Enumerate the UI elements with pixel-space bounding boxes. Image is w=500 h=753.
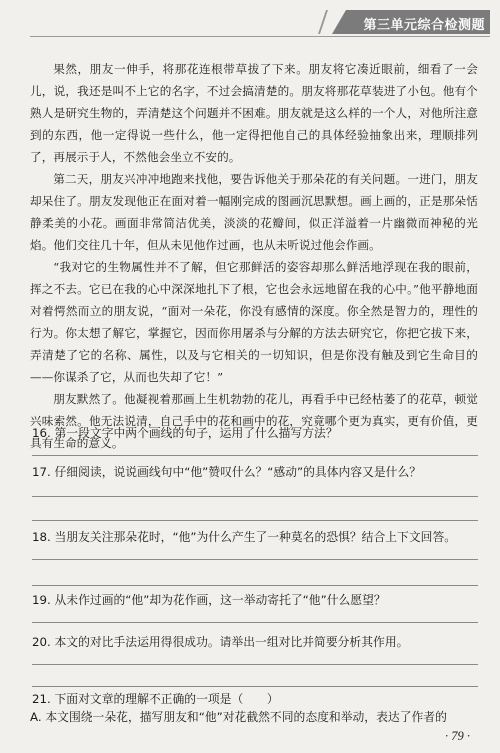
question-21 <box>30 689 478 709</box>
passage-paragraph-3: “我对它的生物属性并不了解，但它那鲜活的姿容却那么鲜活地浮现在我的眼前，挥之不去。它已在我的心中深深地扎下了根，它也会永远地留在我的心中。”他平静地面对着愕然而立的朋友说，“面对一朵花，你没有感情的深度。你全然是智力的，理性的行为。你太想了解它，掌握它，因而你用屠杀与分解的方法去研究它，你把它拔下来，弄清楚了它的名称、属性，以及与它相关的一切知识，但是你没有触及到它生命目的——你谋杀了它，从而也失却了它！” <box>30 260 478 384</box>
answer-line[interactable] <box>32 496 478 497</box>
question-16 <box>30 423 478 443</box>
answer-line[interactable] <box>32 622 478 623</box>
answer-line[interactable] <box>32 664 478 665</box>
question-20 <box>30 632 478 652</box>
answer-line[interactable] <box>32 686 478 687</box>
question-text: 20. 本文的对比手法运用得很成功。请举出一组对比并简要分析其作用。 <box>32 635 409 649</box>
question-text: 18. 当朋友关注那朵花时，“他”为什么产生了一种莫名的恐惧？结合上下文回答。 <box>32 530 457 544</box>
unit-title: 第三单元综合检测题 <box>363 18 485 33</box>
question-text: 21. 下面对文章的理解不正确的一项是（ ） <box>32 692 279 706</box>
question-19 <box>30 590 478 610</box>
passage-paragraph-1: 果然，朋友一伸手，将那花连根带草拔了下来。朋友将它凑近眼前，细看了一会儿，说，我还是叫不上它的名字，不过会搞清楚的。朋友将那花草装进了小包。他有个熟人是研究生物的，弄清楚这个问题并不困难。朋友就是这么样的一个人，对他所注意到的东西，他一定得说一些什么，他一定得把他自己的具体经验抽象出来，理顺排列了，再展示于人，不然他会坐立不安的。 <box>30 62 478 164</box>
answer-line[interactable] <box>32 520 478 521</box>
question-18 <box>30 527 478 547</box>
passage-paragraph-2: 第二天，朋友兴冲冲地跑来找他，要告诉他关于那朵花的有关问题。一进门，朋友却呆住了。朋友发现他正在面对着一幅刚完成的图画沉思默想。画上画的，正是那朵恬静柔美的小花。画面非常简洁优美，淡淡的花瓣间，似正洋溢着一片幽微而神秘的光焰。他们交往几十年，但从未见他作过画，也从未听说过他会作画。 <box>30 172 478 252</box>
reading-passage <box>30 58 478 454</box>
question-text: 16. 第一段文字中两个画线的句子，运用了什么描写方法？ <box>32 426 338 440</box>
page-header <box>0 0 500 40</box>
header-decoration <box>318 10 328 34</box>
question-text: 19. 从未作过画的“他”却为花作画，这一举动寄托了“他”什么愿望？ <box>32 593 386 607</box>
question-text: 17. 仔细阅读，说说画线句中“他”赞叹什么？“感动”的具体内容又是什么？ <box>32 465 422 479</box>
question-17 <box>30 462 478 482</box>
option-a[interactable]: A. 本文围绕一朵花，描写朋友和“他”对花截然不同的态度和举动，表达了作者的 <box>30 710 447 724</box>
header-divider <box>30 36 490 37</box>
answer-line[interactable] <box>32 559 478 560</box>
answer-line[interactable] <box>32 455 478 456</box>
answer-line[interactable] <box>32 585 478 586</box>
passage-paragraph-4: 朋友默然了。他凝视着那画上生机勃勃的花儿，再看手中已经枯萎了的花草，顿觉兴味索然。他无法说清，自己手中的花和画中的花，究竟哪个更为真实，更有价值，更具有生命的意义。 <box>30 392 478 450</box>
page-number: · 79 · <box>445 729 470 743</box>
